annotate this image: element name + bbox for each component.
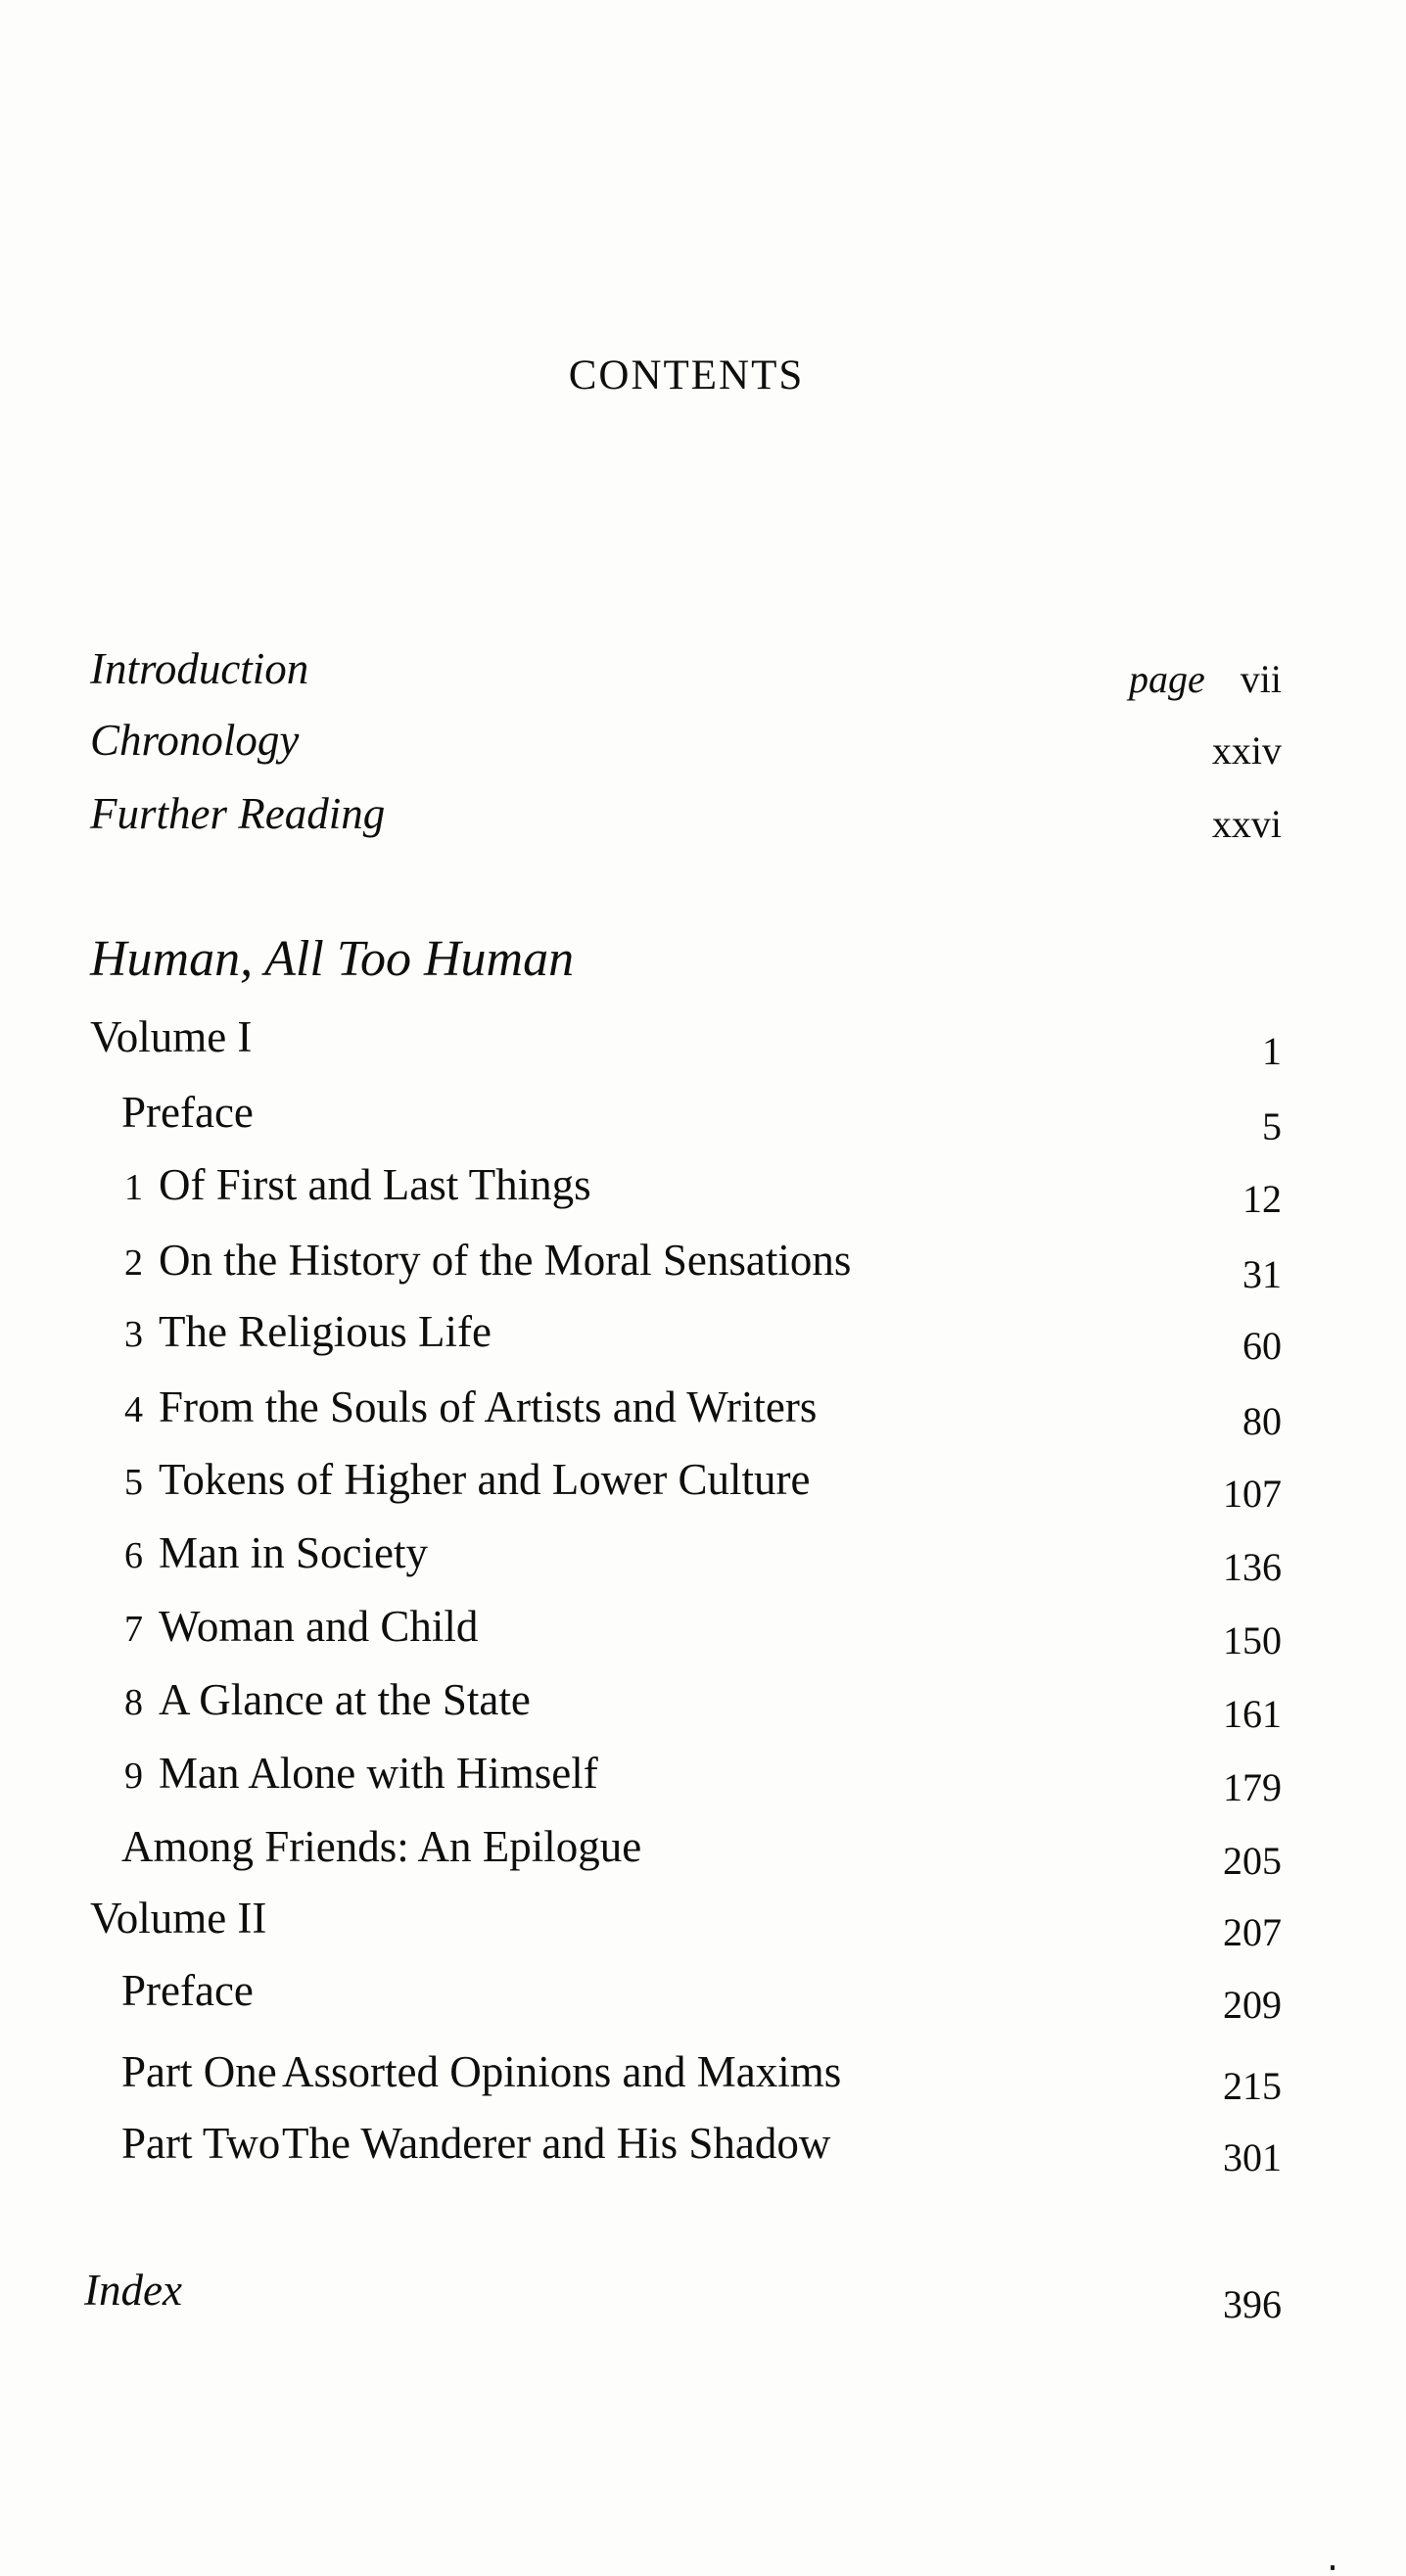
page-number: 1 bbox=[1262, 1029, 1282, 1073]
chapter-number: 6 bbox=[124, 1535, 143, 1576]
page-number bbox=[988, 657, 1282, 701]
book-title-heading: Human, All Too Human bbox=[90, 931, 575, 987]
chapter-entry bbox=[110, 1382, 818, 1431]
volume-label: Volume II bbox=[90, 1894, 267, 1943]
toc-row-chapter bbox=[0, 1528, 1406, 1596]
chapter-title: The Religious Life bbox=[159, 1307, 492, 1356]
chapter-entry bbox=[110, 1528, 428, 1577]
chapter-entry bbox=[110, 1675, 531, 1724]
chapter-entry bbox=[110, 1602, 479, 1651]
toc-row-front bbox=[0, 789, 1406, 857]
chapter-entry bbox=[110, 1307, 492, 1356]
toc-row-volume bbox=[0, 1012, 1406, 1080]
page-number: 31 bbox=[1242, 1252, 1282, 1296]
page-number: 215 bbox=[1223, 2064, 1282, 2108]
scan-artifact-dot bbox=[1331, 2565, 1335, 2570]
chapter-entry bbox=[110, 1160, 591, 1209]
section-label: Preface bbox=[121, 1088, 254, 1137]
toc-row-part bbox=[0, 2119, 1406, 2186]
chapter-number: 5 bbox=[124, 1462, 143, 1503]
page-number: 396 bbox=[1223, 2282, 1282, 2326]
index-label: Index bbox=[84, 2266, 182, 2315]
contents-title: CONTENTS bbox=[568, 352, 805, 398]
toc-row-chapter bbox=[0, 1236, 1406, 1303]
part-title: The Wanderer and His Shadow bbox=[282, 2119, 831, 2168]
page-number: 161 bbox=[1223, 1692, 1282, 1736]
page-number: 107 bbox=[1223, 1472, 1282, 1516]
front-matter-label: Introduction bbox=[90, 644, 309, 693]
page-number: 136 bbox=[1223, 1545, 1282, 1589]
toc-row-chapter bbox=[0, 1382, 1406, 1450]
chapter-number: 7 bbox=[124, 1609, 143, 1650]
chapter-title: From the Souls of Artists and Writers bbox=[159, 1382, 818, 1431]
chapter-title: On the History of the Moral Sensations bbox=[159, 1236, 852, 1285]
toc-row-index bbox=[0, 2266, 1406, 2333]
chapter-number: 3 bbox=[124, 1314, 143, 1355]
page-number: 207 bbox=[1223, 1910, 1282, 1954]
chapter-title: Woman and Child bbox=[159, 1602, 479, 1651]
page-number: 301 bbox=[1223, 2135, 1282, 2179]
toc-row-chapter bbox=[0, 1160, 1406, 1228]
chapter-number: 9 bbox=[124, 1756, 143, 1797]
chapter-title: Man in Society bbox=[159, 1528, 428, 1577]
page-number: 5 bbox=[1262, 1104, 1282, 1148]
page-word-label: page bbox=[1129, 657, 1205, 701]
page-number: 150 bbox=[1223, 1618, 1282, 1663]
toc-row-chapter bbox=[0, 1455, 1406, 1522]
page-number: 12 bbox=[1242, 1177, 1282, 1221]
chapter-title: Of First and Last Things bbox=[159, 1160, 591, 1209]
chapter-number: 2 bbox=[124, 1242, 143, 1284]
page-number bbox=[988, 802, 1282, 846]
page-number-value: vii bbox=[1240, 657, 1282, 701]
chapter-number: 1 bbox=[124, 1167, 143, 1208]
page-number: 80 bbox=[1242, 1399, 1282, 1443]
toc-row-chapter bbox=[0, 1749, 1406, 1816]
chapter-entry bbox=[110, 1749, 598, 1798]
part-entry bbox=[121, 2119, 831, 2168]
page-number: 60 bbox=[1242, 1324, 1282, 1368]
section-label: Among Friends: An Epilogue bbox=[121, 1822, 642, 1871]
toc-row-part bbox=[0, 2047, 1406, 2115]
toc-row-sub bbox=[0, 1822, 1406, 1890]
front-matter-label: Chronology bbox=[90, 716, 300, 765]
page-number: 209 bbox=[1223, 1983, 1282, 2027]
part-label: Part One bbox=[121, 2047, 277, 2096]
chapter-title: A Glance at the State bbox=[159, 1675, 531, 1724]
chapter-number: 8 bbox=[124, 1682, 143, 1723]
part-label: Part Two bbox=[121, 2119, 281, 2168]
toc-row-sub bbox=[0, 1088, 1406, 1155]
part-title: Assorted Opinions and Maxims bbox=[282, 2047, 842, 2096]
chapter-title: Tokens of Higher and Lower Culture bbox=[159, 1455, 811, 1504]
page-number-value: xxiv bbox=[1211, 728, 1282, 773]
chapter-number: 4 bbox=[124, 1389, 143, 1430]
toc-row-chapter bbox=[0, 1602, 1406, 1669]
part-entry bbox=[121, 2047, 842, 2096]
chapter-entry bbox=[110, 1455, 811, 1504]
front-matter-label: Further Reading bbox=[90, 789, 386, 838]
toc-row-volume bbox=[0, 1894, 1406, 1961]
toc-row-front bbox=[0, 644, 1406, 712]
volume-label: Volume I bbox=[90, 1012, 253, 1061]
toc-row-chapter bbox=[0, 1307, 1406, 1375]
page-number-value: xxvi bbox=[1211, 802, 1282, 846]
toc-row-chapter bbox=[0, 1675, 1406, 1743]
page-number bbox=[988, 728, 1282, 773]
toc-row-sub bbox=[0, 1966, 1406, 2034]
page-number: 179 bbox=[1223, 1765, 1282, 1809]
chapter-entry bbox=[110, 1236, 852, 1285]
toc-row-front bbox=[0, 716, 1406, 783]
section-label: Preface bbox=[121, 1966, 254, 2015]
chapter-title: Man Alone with Himself bbox=[159, 1749, 598, 1798]
page-number: 205 bbox=[1223, 1839, 1282, 1883]
